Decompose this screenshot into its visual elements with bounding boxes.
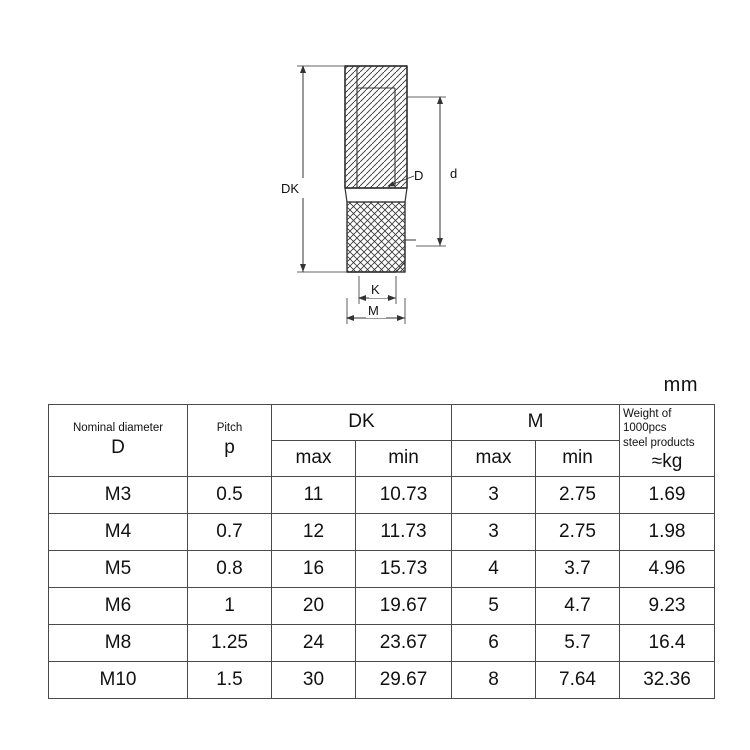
header-dk-min: min <box>356 440 452 476</box>
dimension-dk <box>279 66 347 272</box>
cell-dk-max: 12 <box>272 513 356 550</box>
header-dk-group: DK <box>272 405 452 441</box>
cell-pitch: 1 <box>188 587 272 624</box>
cell-m-max: 4 <box>452 550 536 587</box>
table-row <box>49 476 715 513</box>
cell-dk-max: 24 <box>272 624 356 661</box>
cell-dk-max: 16 <box>272 550 356 587</box>
cell-dk-max: 30 <box>272 661 356 698</box>
cell-pitch: 1.25 <box>188 624 272 661</box>
dimension-label-d-lower: d <box>450 166 458 181</box>
cell-weight: 4.96 <box>620 550 715 587</box>
cell-m-min: 4.7 <box>536 587 620 624</box>
table-row <box>49 587 715 624</box>
header-pitch-symbol: p <box>224 436 235 458</box>
header-pitch <box>188 405 272 477</box>
cell-dk-max: 11 <box>272 476 356 513</box>
cell-dk-min: 23.67 <box>356 624 452 661</box>
cell-nominal-diameter: M3 <box>49 476 188 513</box>
cell-pitch: 0.7 <box>188 513 272 550</box>
header-nominal-diameter-symbol: D <box>111 436 125 458</box>
cell-m-min: 2.75 <box>536 476 620 513</box>
table-row <box>49 550 715 587</box>
cell-m-max: 6 <box>452 624 536 661</box>
cell-dk-max: 20 <box>272 587 356 624</box>
cell-nominal-diameter: M6 <box>49 587 188 624</box>
dimension-label-k: K <box>371 282 380 297</box>
header-weight-line1: Weight of 1000pcs <box>623 408 672 435</box>
cell-m-min: 7.64 <box>536 661 620 698</box>
nut-head <box>345 66 407 188</box>
header-weight <box>620 405 715 477</box>
dimension-label-m: M <box>368 303 379 318</box>
cell-dk-min: 15.73 <box>356 550 452 587</box>
cell-dk-min: 11.73 <box>356 513 452 550</box>
cell-pitch: 1.5 <box>188 661 272 698</box>
specification-table-wrapper <box>48 404 702 699</box>
header-nominal-diameter-title: Nominal diameter <box>72 422 164 435</box>
cell-weight: 32.36 <box>620 661 715 698</box>
cell-m-max: 5 <box>452 587 536 624</box>
cell-nominal-diameter: M5 <box>49 550 188 587</box>
cell-m-max: 3 <box>452 513 536 550</box>
cell-weight: 9.23 <box>620 587 715 624</box>
cell-weight: 16.4 <box>620 624 715 661</box>
cell-dk-min: 29.67 <box>356 661 452 698</box>
table-row <box>49 624 715 661</box>
cell-dk-min: 10.73 <box>356 476 452 513</box>
header-m-max: max <box>452 440 536 476</box>
cell-nominal-diameter: M4 <box>49 513 188 550</box>
cell-pitch: 0.8 <box>188 550 272 587</box>
dimension-label-d-upper: D <box>414 168 424 183</box>
table-row <box>49 661 715 698</box>
specification-table <box>48 404 715 699</box>
cell-dk-min: 19.67 <box>356 587 452 624</box>
header-m-min: min <box>536 440 620 476</box>
cell-m-min: 3.7 <box>536 550 620 587</box>
cell-pitch: 0.5 <box>188 476 272 513</box>
unit-label: mm <box>663 374 698 396</box>
cell-m-max: 8 <box>452 661 536 698</box>
table-header-row-1 <box>49 405 715 441</box>
header-nominal-diameter <box>49 405 188 477</box>
header-m-group: M <box>452 405 620 441</box>
header-pitch-title: Pitch <box>216 422 243 435</box>
cell-m-min: 5.7 <box>536 624 620 661</box>
header-weight-line3: ≈kg <box>651 451 683 473</box>
cell-m-max: 3 <box>452 476 536 513</box>
cell-weight: 1.98 <box>620 513 715 550</box>
cell-nominal-diameter: M10 <box>49 661 188 698</box>
header-dk-max: max <box>272 440 356 476</box>
cell-nominal-diameter: M8 <box>49 624 188 661</box>
dimension-k <box>359 276 396 304</box>
header-weight-line2: steel products <box>623 436 695 449</box>
cell-weight: 1.69 <box>620 476 715 513</box>
nut-shank <box>345 188 416 272</box>
cell-m-min: 2.75 <box>536 513 620 550</box>
dimension-label-dk: DK <box>281 181 300 196</box>
table-row <box>49 513 715 550</box>
